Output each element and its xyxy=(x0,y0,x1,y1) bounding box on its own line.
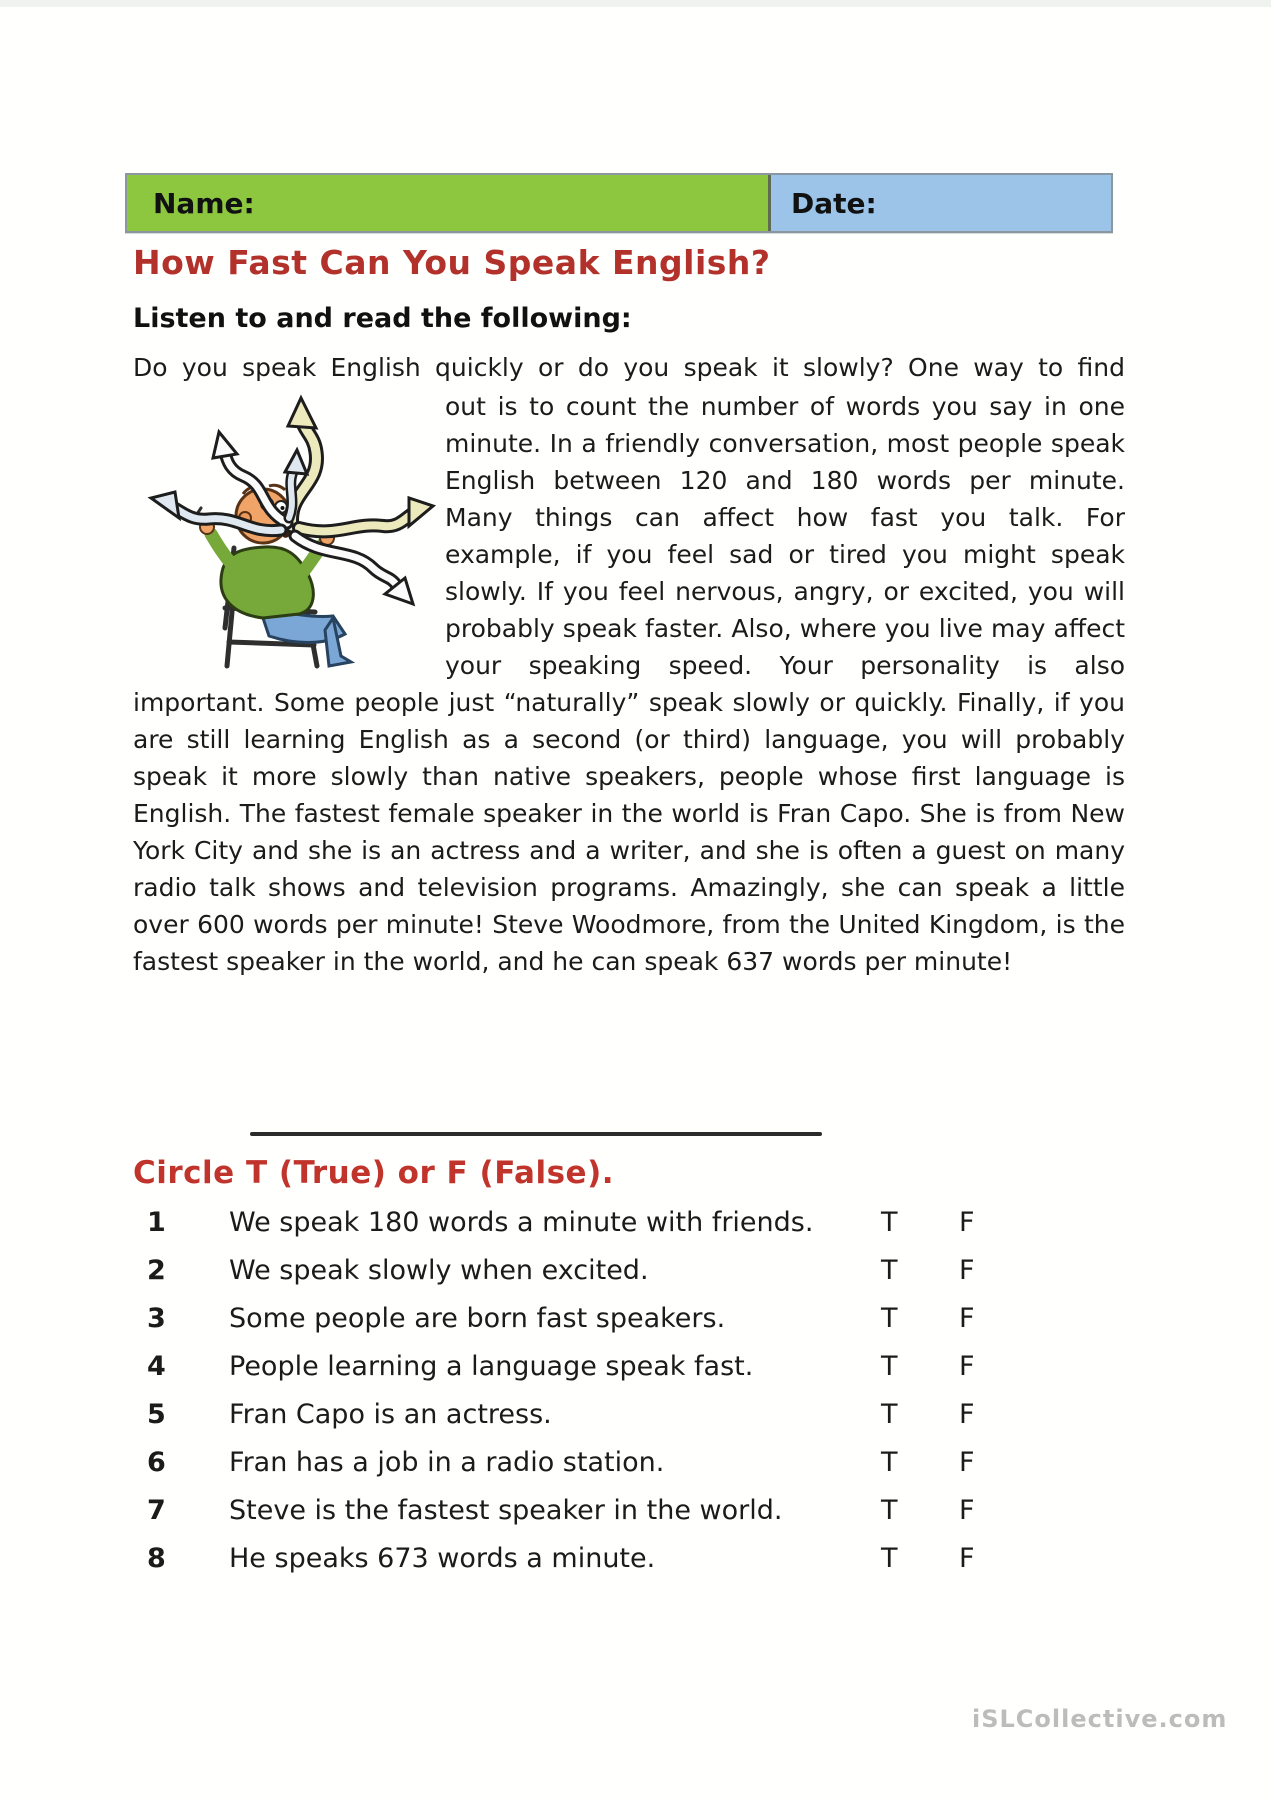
true-false-list xyxy=(133,1207,1033,1574)
item-statement: Fran has a job in a radio station. xyxy=(229,1447,665,1478)
true-option: T xyxy=(881,1303,898,1334)
tf-row xyxy=(133,1351,1033,1382)
true-option: T xyxy=(881,1255,898,1286)
true-option: T xyxy=(881,1543,898,1574)
item-statement: Some people are born fast speakers. xyxy=(229,1303,726,1334)
tf-row xyxy=(133,1207,1033,1238)
item-number: 4 xyxy=(147,1351,166,1382)
item-number: 7 xyxy=(147,1495,166,1526)
true-option: T xyxy=(881,1207,898,1238)
item-number: 1 xyxy=(147,1207,166,1238)
item-number: 6 xyxy=(147,1447,166,1478)
date-field xyxy=(771,175,1111,231)
passage-rest-text: personality is also important. Some people just “naturally” speak slowly or quickly. Finally, if you are still learning English as a second (or third) language, you will probably speak it more slowly than native speakers, people whose first language is English. The fastest female speaker in the world is Fran Capo. She is from New York City and she is an actress and a writer, and she is often a guest on many radio talk shows and television programs. Amazingly, she can speak a little over 600 words per minute! Steve Woodmore, from the United Kingdom, is the fastest speaker in the world, and he can speak 637 words per minute! xyxy=(133,651,1126,976)
item-number: 3 xyxy=(147,1303,166,1334)
tf-row xyxy=(133,1399,1033,1430)
tf-row xyxy=(133,1495,1033,1526)
name-date-header xyxy=(125,173,1113,233)
tf-row xyxy=(133,1255,1033,1286)
reading-passage xyxy=(133,349,1125,980)
name-field xyxy=(127,175,771,231)
item-statement: He speaks 673 words a minute. xyxy=(229,1543,656,1574)
false-option: F xyxy=(959,1447,975,1478)
worksheet-title: How Fast Can You Speak English? xyxy=(133,243,771,282)
false-option: F xyxy=(959,1543,975,1574)
exercise-heading: Circle T (True) or F (False). xyxy=(133,1155,615,1191)
true-option: T xyxy=(881,1447,898,1478)
item-number: 8 xyxy=(147,1543,166,1574)
passage-intro-line: Do you speak English quickly or do you speak it slowly? One way to find xyxy=(133,353,1125,382)
false-option: F xyxy=(959,1495,975,1526)
date-label: Date: xyxy=(791,186,877,220)
false-option: F xyxy=(959,1351,975,1382)
false-option: F xyxy=(959,1303,975,1334)
tf-row xyxy=(133,1543,1033,1574)
false-option: F xyxy=(959,1255,975,1286)
false-option: F xyxy=(959,1399,975,1430)
tf-row xyxy=(133,1447,1033,1478)
item-statement: We speak 180 words a minute with friends. xyxy=(229,1207,814,1238)
passage-wrapped-text: out is to count the number of words you say in one minute. In a friendly conversation, most people speak English between 120 and 180 words per minute. Many things can affect how fast you talk. For example, if you feel sad or tired you might speak slowly. If you feel nervous, angry, or excited, you will probably speak faster. Also, where you live may affect your speaking speed. Your xyxy=(445,392,1125,680)
item-number: 5 xyxy=(147,1399,166,1430)
true-option: T xyxy=(881,1495,898,1526)
item-statement: Steve is the fastest speaker in the world. xyxy=(229,1495,783,1526)
islcollective-watermark: iSLCollective.com xyxy=(972,1705,1228,1733)
false-option: F xyxy=(959,1207,975,1238)
item-statement: We speak slowly when excited. xyxy=(229,1255,649,1286)
section-divider xyxy=(250,1132,822,1136)
instructions-heading: Listen to and read the following: xyxy=(133,303,632,334)
speaking-arrows-illustration xyxy=(137,390,437,678)
name-label: Name: xyxy=(153,186,255,220)
tf-row xyxy=(133,1303,1033,1334)
item-statement: People learning a language speak fast. xyxy=(229,1351,754,1382)
true-option: T xyxy=(881,1399,898,1430)
scan-edge xyxy=(0,0,1271,7)
item-number: 2 xyxy=(147,1255,166,1286)
true-option: T xyxy=(881,1351,898,1382)
item-statement: Fran Capo is an actress. xyxy=(229,1399,552,1430)
